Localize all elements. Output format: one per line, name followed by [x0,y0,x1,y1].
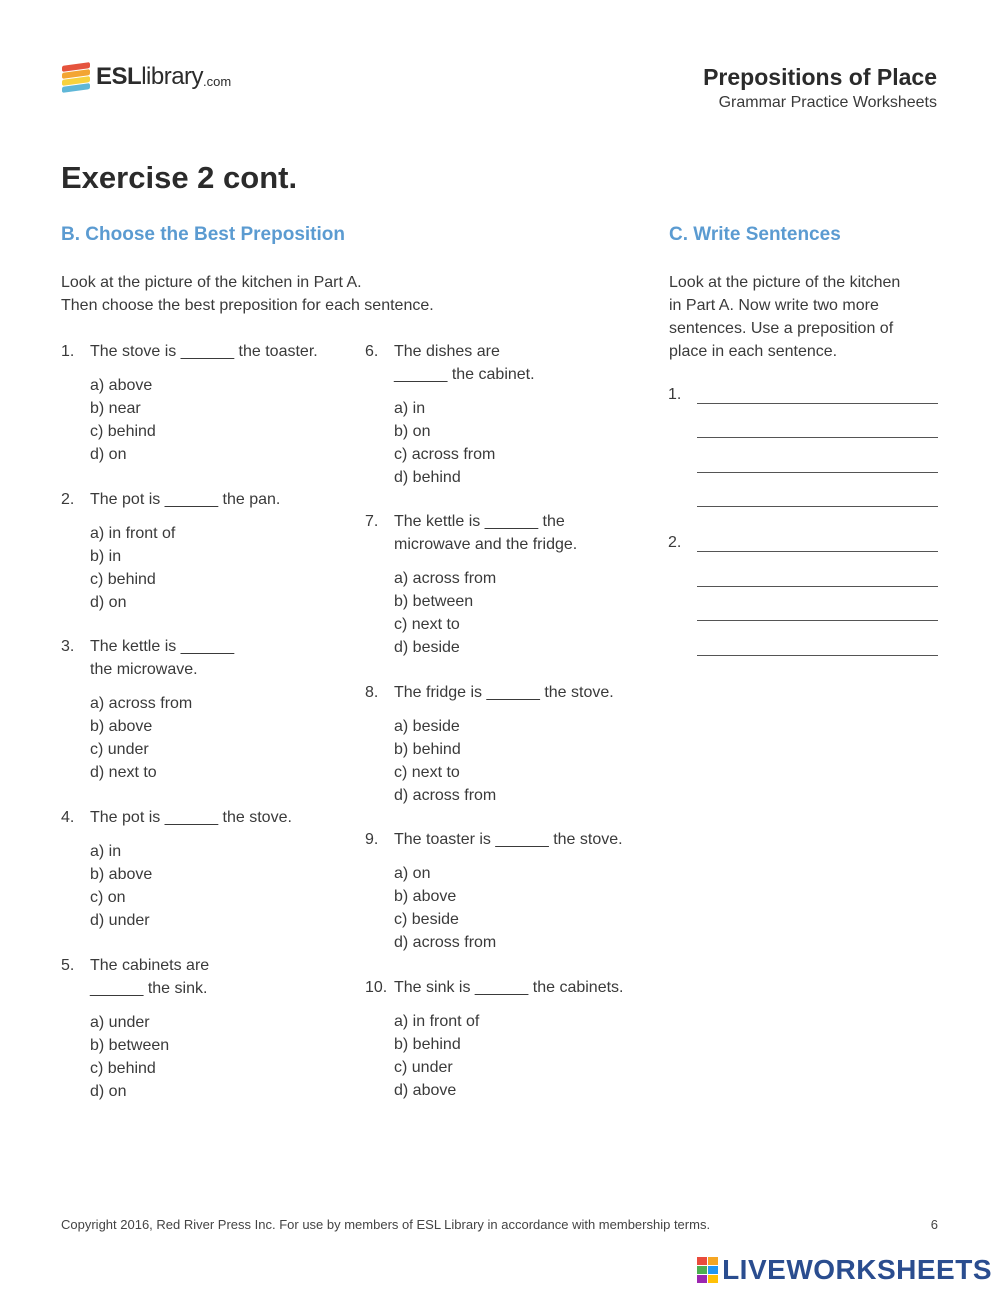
answer-line[interactable] [697,472,938,473]
answer-line[interactable] [697,403,938,404]
option[interactable]: b) above [90,718,153,735]
option[interactable]: d) behind [394,469,461,486]
question-text: The dishes are [394,343,500,360]
question-number: 5. [61,957,75,974]
question-text-continued: ______ the cabinet. [394,366,535,383]
option[interactable]: c) next to [394,616,460,633]
logo-text-com: .com [203,73,232,89]
option[interactable]: d) next to [90,764,157,781]
answer-line[interactable] [697,586,938,587]
option[interactable]: a) under [90,1014,150,1031]
question-6 [365,340,535,489]
option[interactable]: b) in [90,548,122,565]
option[interactable]: d) on [90,1083,127,1100]
option[interactable]: a) in [394,400,426,417]
option[interactable]: a) beside [394,718,460,735]
worksheet-title: Prepositions of Place [703,64,937,90]
question-number: 10. [365,979,388,996]
answer-line[interactable] [697,655,938,656]
question-text: The stove is ______ the toaster. [90,343,318,360]
option[interactable]: a) across from [90,695,193,712]
option[interactable]: c) under [90,741,149,758]
liveworksheets-wordmark: LIVEWORKSHEETS [722,1254,992,1285]
option[interactable]: a) on [394,865,431,882]
books-icon [62,62,90,92]
exercise-title: Exercise 2 cont. [61,160,298,195]
instruction-line: sentences. Use a preposition of [669,320,894,337]
option[interactable]: b) between [394,593,474,610]
option[interactable]: c) behind [90,1060,156,1077]
liveworksheets-icon [697,1257,718,1283]
question-7 [365,510,577,659]
question-2 [61,488,280,614]
section-b-instructions [61,271,434,317]
answer-line[interactable] [697,620,938,621]
option[interactable]: c) across from [394,446,496,463]
question-text: The cabinets are [90,957,210,974]
instruction-line: Look at the picture of the kitchen in Part A. [61,274,362,291]
question-text-continued: ______ the sink. [90,980,208,997]
option[interactable]: a) across from [394,570,497,587]
option[interactable]: d) across from [394,787,497,804]
option[interactable]: d) on [90,594,127,611]
answer-line[interactable] [697,506,938,507]
question-4 [61,806,292,932]
answer-line[interactable] [697,437,938,438]
question-text: The pot is ______ the stove. [90,809,292,826]
option[interactable]: b) near [90,400,141,417]
copyright-notice: Copyright 2016, Red River Press Inc. For use by members of ESL Library in accordance with membership terms. [61,1217,711,1232]
question-number: 6. [365,343,379,360]
question-text: The sink is ______ the cabinets. [394,979,624,996]
question-text: The toaster is ______ the stove. [394,831,623,848]
question-number: 9. [365,831,379,848]
option[interactable]: b) between [90,1037,170,1054]
logo-text-esl: ESL [96,63,142,90]
section-c-heading: C. Write Sentences [669,224,841,245]
question-3 [61,635,234,784]
question-text: The pot is ______ the pan. [90,491,281,508]
question-text-continued: the microwave. [90,661,198,678]
question-number: 7. [365,513,379,530]
write-item-number: 1. [668,386,682,403]
question-number: 4. [61,809,75,826]
question-1 [61,340,318,466]
worksheet-subtitle: Grammar Practice Worksheets [718,94,937,111]
option[interactable]: c) under [394,1059,453,1076]
question-9 [365,828,623,954]
section-c-instructions [669,271,900,363]
option[interactable]: c) on [90,889,126,906]
option[interactable]: d) on [90,446,127,463]
esl-library-logo [62,60,231,94]
instruction-line: Then choose the best preposition for each sentence. [61,297,434,314]
option[interactable]: d) above [394,1082,457,1099]
option[interactable]: a) in front of [394,1013,480,1030]
option[interactable]: c) behind [90,571,156,588]
answer-line[interactable] [697,551,938,552]
option[interactable]: b) above [90,866,153,883]
option[interactable]: d) under [90,912,150,929]
option[interactable]: a) in [90,843,122,860]
question-8 [365,681,614,807]
option[interactable]: b) on [394,423,431,440]
option[interactable]: b) behind [394,741,461,758]
option[interactable]: c) behind [90,423,156,440]
instruction-line: Look at the picture of the kitchen [669,274,901,291]
question-number: 2. [61,491,75,508]
instruction-line: in Part A. Now write two more [669,297,879,314]
question-10 [365,976,623,1102]
option[interactable]: c) next to [394,764,460,781]
write-item-number: 2. [668,534,682,551]
instruction-line: place in each sentence. [669,343,838,360]
question-number: 8. [365,684,379,701]
question-number: 3. [61,638,75,655]
option[interactable]: a) in front of [90,525,176,542]
option[interactable]: a) above [90,377,153,394]
option[interactable]: d) across from [394,934,497,951]
option[interactable]: b) above [394,888,457,905]
liveworksheets-logo [697,1254,992,1286]
option[interactable]: b) behind [394,1036,461,1053]
question-number: 1. [61,343,75,360]
question-text: The fridge is ______ the stove. [394,684,614,701]
option[interactable]: c) beside [394,911,459,928]
section-b-heading: B. Choose the Best Preposition [61,224,345,245]
page-number: 6 [930,1217,938,1232]
option[interactable]: d) beside [394,639,460,656]
logo-text-library: library [141,63,204,90]
question-text: The kettle is ______ the [394,513,565,530]
question-text-continued: microwave and the fridge. [394,536,578,553]
question-text: The kettle is ______ [90,638,235,655]
question-5 [61,954,209,1103]
